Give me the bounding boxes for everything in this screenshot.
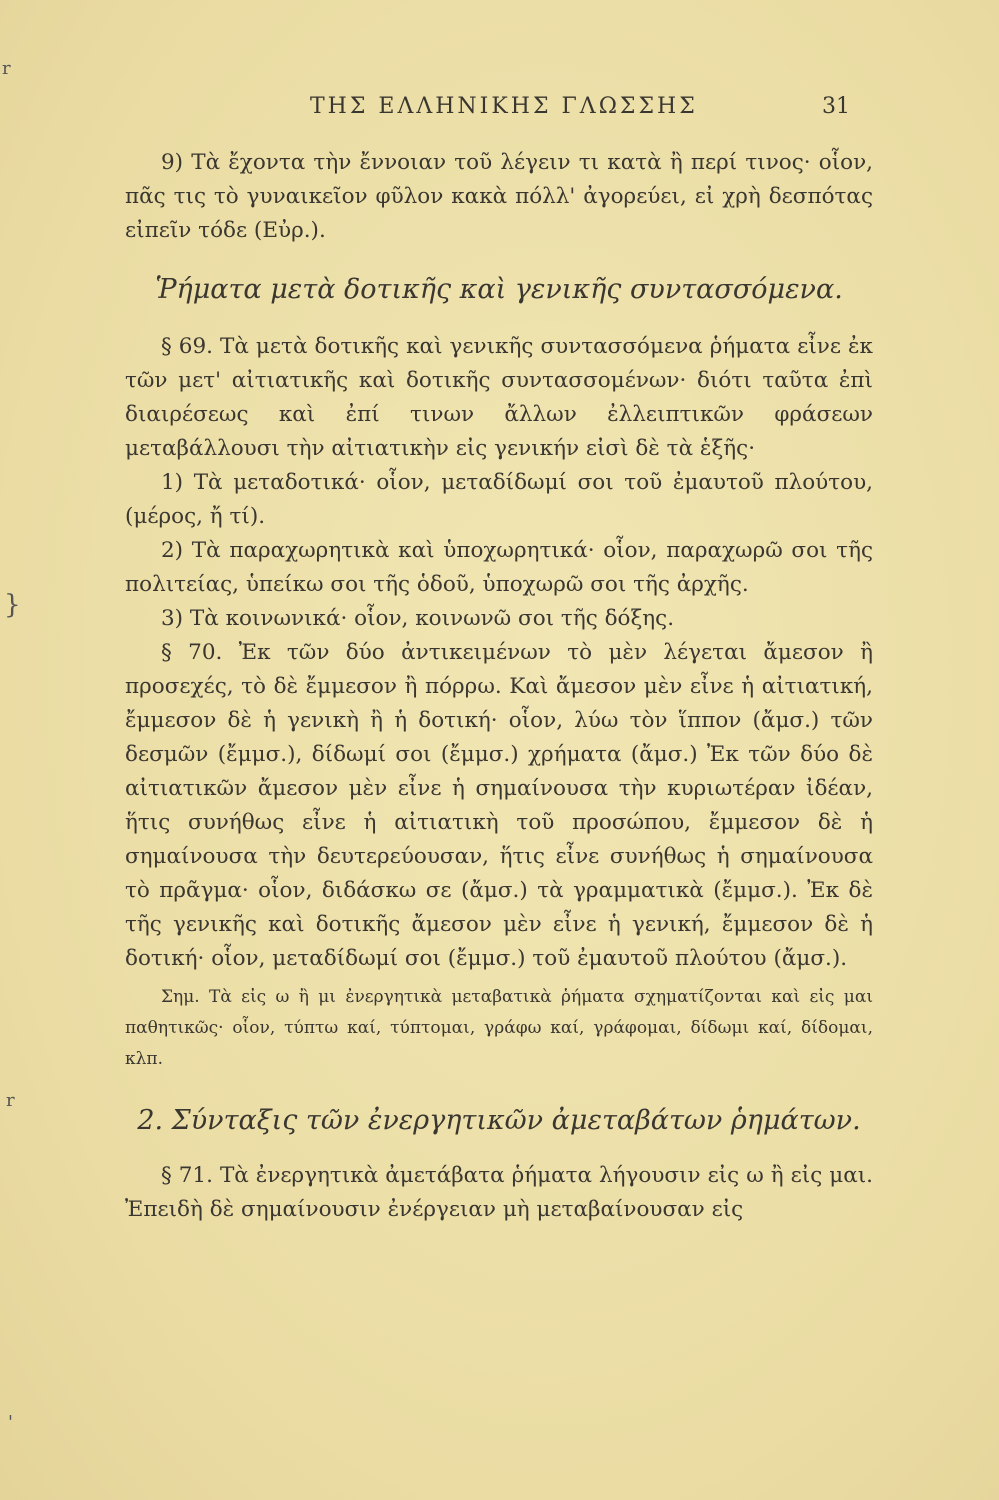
margin-mark-top: r <box>2 58 11 79</box>
margin-mark-bracket: } <box>4 590 21 620</box>
running-title: ΤΗΣ ΕΛΛΗΝΙΚΗΣ ΓΛΩΣΣΗΣ <box>310 94 698 119</box>
section-heading-dative-genitive: Ῥήματα μετὰ δοτικῆς καὶ γενικῆς συντασσόμενα. <box>155 274 843 305</box>
paragraph-item-9: 9) Τὰ ἔχοντα τὴν ἔννοιαν τοῦ λέγειν τι κατὰ ἢ περί τινος· οἷον, πᾶς τις τὸ γυναικεῖον φῦλον κακὰ πόλλ' ἀγορεύει, εἰ χρὴ δεσπότας εἰπεῖν τόδε (Εὐρ.). <box>125 150 873 243</box>
paragraph-section-69: § 69. Τὰ μετὰ δοτικῆς καὶ γενικῆς συντασσόμενα ῥήματα εἶνε ἐκ τῶν μετ' αἰτιατικῆς καὶ δοτικῆς συντασσομένων· διότι ταῦτα ἐπὶ διαιρέσεως καὶ ἐπί τινων ἄλλων ἐλλειπτικῶν φράσεων μεταβάλλουσι τὴν αἰτιατικὴν εἰς γενικήν εἰσὶ δὲ τὰ ἑξῆς· <box>125 334 873 461</box>
page-header <box>130 94 850 134</box>
paragraph-section-71: § 71. Τὰ ἐνεργητικὰ ἀμετάβατα ῥήματα λήγουσιν εἰς ω ἢ εἰς μαι. Ἐπειδὴ δὲ σημαίνουσιν ἐνέργειαν μὴ μεταβαίνουσαν εἰς <box>125 1163 873 1222</box>
margin-mark-bottom: ' <box>8 1412 13 1433</box>
section-heading-intransitive: 2. Σύνταξις τῶν ἐνεργητικῶν ἀμεταβάτων ῥημάτων. <box>137 1105 861 1136</box>
body-text <box>125 146 873 1227</box>
paragraph-item-2: 2) Τὰ παραχωρητικὰ καὶ ὑποχωρητικά· οἷον, παραχωρῶ σοι τῆς πολιτείας, ὑπείκω σοι τῆς ὁδοῦ, ὑποχωρῶ σοι τῆς ἀρχῆς. <box>125 538 873 597</box>
paragraph-section-70: § 70. Ἐκ τῶν δύο ἀντικειμένων τὸ μὲν λέγεται ἄμεσον ἢ προσεχές, τὸ δὲ ἔμμεσον ἢ πόρρω. Καὶ ἄμεσον μὲν εἶνε ἡ αἰτιατική, ἔμμεσον δὲ ἡ γενικὴ ἢ ἡ δοτική· οἷον, λύω τὸν ἵππον (ἄμσ.) τῶν δεσμῶν (ἔμμσ.), δίδωμί σοι (ἔμμσ.) χρήματα (ἄμσ.) Ἐκ τῶν δύο δὲ αἰτιατικῶν ἄμεσον μὲν εἶνε ἡ σημαίνουσα τὴν κυριωτέραν ἰδέαν, ἥτις συνήθως εἶνε ἡ αἰτιατικὴ τοῦ προσώπου, ἔμμεσον δὲ ἡ σημαίνουσα τὴν δευτερεύουσαν, ἥτις εἶνε συνήθως ἡ σημαίνουσα τὸ πρᾶγμα· οἷον, διδάσκω σε (ἄμσ.) τὰ γραμματικὰ (ἔμμσ.). Ἐκ δὲ τῆς γενικῆς καὶ δοτικῆς ἄμεσον μὲν εἶνε ἡ γενική, ἔμμεσον δὲ ἡ δοτική· οἷον, μεταδίδωμί σοι (ἔμμσ.) τοῦ ἐμαυτοῦ πλούτου (ἄμσ.). <box>125 640 873 971</box>
margin-mark-lower: r <box>6 1090 15 1111</box>
paragraph-item-3: 3) Τὰ κοινωνικά· οἷον, κοινωνῶ σοι τῆς δόξης. <box>161 606 675 631</box>
footnote-remark: Σημ. Τὰ εἰς ω ἢ μι ἐνεργητικὰ μεταβατικὰ ῥήματα σχηματίζονται καὶ εἰς μαι παθητικῶς· οἷον, τύπτω καί, τύπτομαι, γράφω καί, γράφομαι, δίδωμι καί, δίδομαι, κλπ. <box>125 987 873 1069</box>
paragraph-item-1: 1) Τὰ μεταδοτικά· οἷον, μεταδίδωμί σοι τοῦ ἐμαυτοῦ πλούτου, (μέρος, ἤ τί). <box>125 470 873 529</box>
page-number: 31 <box>822 94 850 119</box>
